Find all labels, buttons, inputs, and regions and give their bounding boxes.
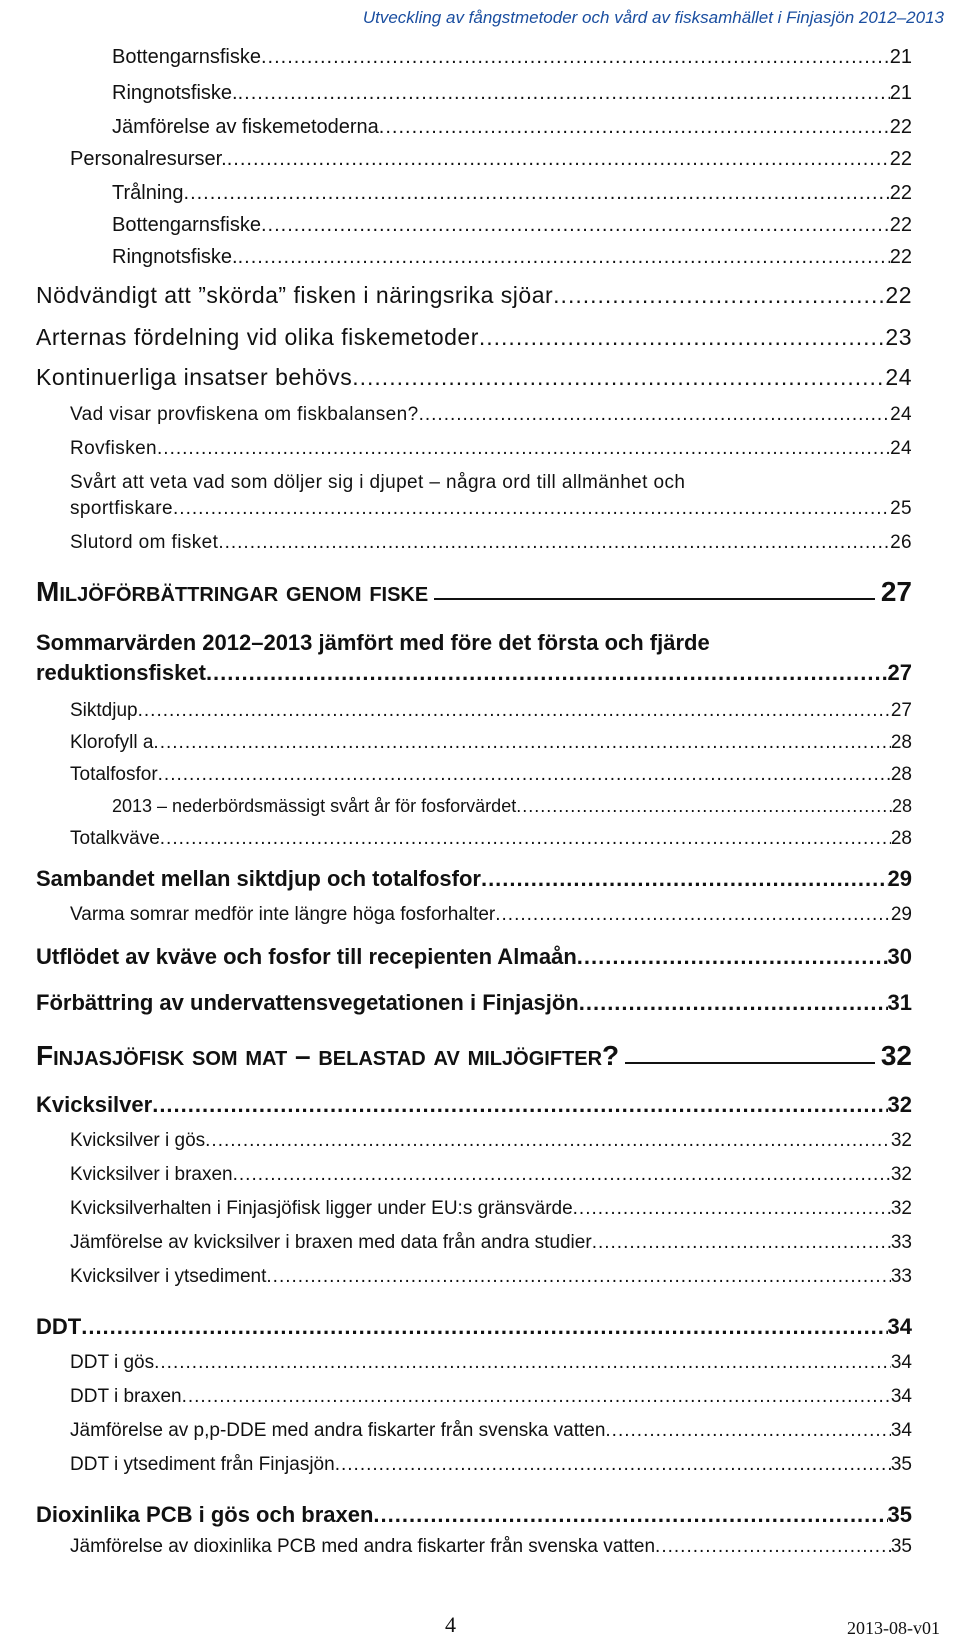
toc-entry-page: 33 <box>890 1266 912 1287</box>
toc-entry-title: Nödvändigt att ”skörda” fisken i näringsrika sjöar <box>36 282 554 308</box>
toc-entry-title: Arternas fördelning vid olika fiskemetoder <box>36 324 479 350</box>
toc-entry[interactable] <box>112 182 912 205</box>
toc-entry-title: Kontinuerliga insatser behövs <box>36 364 353 390</box>
toc-chapter-title: Finjasjöfisk som mat – belastad av miljögifter? <box>36 1040 620 1071</box>
toc-entry-title: Kvicksilver <box>36 1092 153 1117</box>
toc-entry-title: Jämförelse av p,p-DDE med andra fiskarter från svenska vatten <box>70 1420 606 1441</box>
toc-entry-title: Kvicksilver i ytsediment <box>70 1266 267 1287</box>
toc-entry-page: 21 <box>889 46 912 68</box>
toc-entry[interactable] <box>112 246 912 269</box>
toc-entry[interactable] <box>36 866 912 892</box>
toc-chapter-title: Miljöförbättringar genom fiske <box>36 576 429 607</box>
toc-entry-page: 32 <box>890 1164 912 1185</box>
toc-entry-title: Jämförelse av kvicksilver i braxen med data från andra studier <box>70 1232 592 1253</box>
toc-entry[interactable] <box>36 364 912 391</box>
toc-entry-title: Bottengarnsfiske <box>112 214 261 236</box>
toc-entry-page: 34 <box>887 1314 912 1339</box>
toc-entry[interactable] <box>36 282 912 309</box>
toc-entry-title: Utflödet av kväve och fosfor till recepienten Almaån <box>36 944 577 969</box>
toc-entry-title: DDT <box>36 1314 82 1339</box>
toc-entry[interactable] <box>70 1130 912 1152</box>
toc-entry-title: Varma somrar medför inte längre höga fosforhalter <box>70 904 496 925</box>
toc-entry-title: Ringnotsfiske. <box>112 246 238 268</box>
toc-entry-page: 24 <box>885 364 912 390</box>
toc-entry-title: Vad visar provfiskena om fiskbalansen? <box>70 404 419 425</box>
running-header: Utveckling av fångstmetoder och vård av fisksamhället i Finjasjön 2012–2013 <box>362 8 944 27</box>
toc-entry[interactable] <box>70 532 912 554</box>
toc-entry-page: 25 <box>890 498 912 519</box>
toc-chapter-page: 32 <box>880 1040 912 1071</box>
toc-entry-page: 22 <box>889 148 912 170</box>
toc-entry-title: Totalkväve <box>70 828 160 849</box>
toc-entry[interactable] <box>70 438 912 460</box>
toc-entry-page: 28 <box>890 764 912 785</box>
toc-entry-title: Sommarvärden 2012–2013 jämfört med före det första och fjärde <box>36 630 710 655</box>
toc-entry-page: 22 <box>889 182 912 204</box>
toc-entry-page: 23 <box>885 324 912 350</box>
toc-entry-title: Siktdjup <box>70 700 138 721</box>
toc-entry[interactable] <box>112 116 912 139</box>
toc-entry-page: 22 <box>885 282 912 308</box>
toc-entry-page: 30 <box>887 944 912 969</box>
toc-entry[interactable] <box>36 990 912 1016</box>
toc-entry[interactable] <box>112 46 912 69</box>
toc-entry-page: 34 <box>890 1352 912 1373</box>
toc-entry-page: 28 <box>890 828 912 849</box>
toc-entry-title: DDT i braxen <box>70 1386 182 1407</box>
toc-entry[interactable] <box>112 796 912 817</box>
toc-entry-title: Rovfisken <box>70 438 158 459</box>
toc-entry-page: 28 <box>891 796 912 816</box>
toc-entry-page: 33 <box>890 1232 912 1253</box>
toc-entry-page: 28 <box>890 732 912 753</box>
toc-entry-page: 35 <box>887 1502 912 1527</box>
toc-entry-page: 21 <box>889 82 912 104</box>
toc-entry-title: Klorofyll a <box>70 732 154 753</box>
toc-entry-page: 24 <box>890 404 912 425</box>
toc-entry-title: Trålning <box>112 182 184 204</box>
toc-entry-page: 32 <box>887 1092 912 1117</box>
toc-entry[interactable] <box>70 732 912 754</box>
toc-entry[interactable] <box>70 828 912 850</box>
toc-entry-title: DDT i gös <box>70 1352 155 1373</box>
toc-entry-page: 34 <box>890 1420 912 1441</box>
toc-entry[interactable] <box>36 1092 912 1118</box>
toc-entry[interactable] <box>36 324 912 351</box>
toc-entry-title: sportfiskare <box>70 498 174 519</box>
toc-entry-page: 29 <box>887 866 912 891</box>
toc-entry[interactable] <box>70 1352 912 1374</box>
toc-entry[interactable] <box>70 148 912 171</box>
toc-entry-page: 22 <box>889 214 912 236</box>
toc-entry[interactable] <box>70 404 912 426</box>
toc-entry-page: 26 <box>890 532 912 553</box>
toc-entry[interactable] <box>112 82 912 105</box>
page-number: 4 <box>445 1612 456 1637</box>
toc-entry[interactable] <box>70 1198 912 1220</box>
toc-entry[interactable] <box>70 764 912 786</box>
toc-entry-page: 32 <box>890 1198 912 1219</box>
toc-entry[interactable] <box>70 1232 912 1254</box>
toc-entry-page: 22 <box>889 116 912 138</box>
toc-entry[interactable] <box>36 630 912 656</box>
toc-entry[interactable] <box>36 944 912 970</box>
toc-entry[interactable] <box>70 1386 912 1408</box>
toc-entry-page: 32 <box>890 1130 912 1151</box>
toc-entry-page: 27 <box>887 660 912 685</box>
toc-entry[interactable] <box>70 1164 912 1186</box>
toc-entry[interactable] <box>70 1536 912 1558</box>
toc-entry-title: Kvicksilver i braxen <box>70 1164 233 1185</box>
toc-entry[interactable] <box>70 904 912 926</box>
toc-entry-title: Slutord om fisket <box>70 532 219 553</box>
toc-entry-title: Kvicksilver i gös <box>70 1130 206 1151</box>
toc-entry-title: Förbättring av undervattensvegetationen i Finjasjön <box>36 990 579 1015</box>
toc-entry-page: 34 <box>890 1386 912 1407</box>
toc-entry[interactable] <box>70 1454 912 1476</box>
toc-entry-title: Bottengarnsfiske <box>112 46 261 68</box>
toc-entry-page: 29 <box>890 904 912 925</box>
toc-entry[interactable] <box>70 1420 912 1442</box>
toc-entry-title: Totalfosfor <box>70 764 158 785</box>
toc-entry[interactable] <box>70 472 912 494</box>
toc-entry[interactable] <box>70 498 912 520</box>
toc-chapter[interactable] <box>36 1040 912 1072</box>
toc-entry[interactable] <box>36 1314 912 1340</box>
toc-entry[interactable] <box>70 700 912 722</box>
toc-chapter[interactable] <box>36 576 912 608</box>
toc-entry-title: Svårt att veta vad som döljer sig i djupet – några ord till allmänhet och <box>70 472 686 493</box>
toc-entry-page: 27 <box>890 700 912 721</box>
toc-entry[interactable] <box>112 214 912 237</box>
toc-entry-page: 31 <box>887 990 912 1015</box>
toc-chapter-page: 27 <box>880 576 912 607</box>
toc-entry[interactable] <box>36 660 912 686</box>
toc-entry-title: Sambandet mellan siktdjup och totalfosfor <box>36 866 481 891</box>
toc-entry-page: 35 <box>890 1536 912 1557</box>
toc-entry-title: Jämförelse av fiskemetoderna <box>112 116 379 138</box>
toc-entry-title: reduktionsfisket <box>36 660 206 685</box>
toc-entry-title: 2013 – nederbördsmässigt svårt år för fosforvärdet <box>112 796 517 816</box>
document-version: 2013-08-v01 <box>847 1618 940 1638</box>
toc-entry-title: Personalresurser. <box>70 148 227 170</box>
toc-entry-page: 35 <box>890 1454 912 1475</box>
toc-entry[interactable] <box>36 1502 912 1528</box>
toc-entry-title: Jämförelse av dioxinlika PCB med andra fiskarter från svenska vatten <box>70 1536 656 1557</box>
toc-entry-page: 24 <box>890 438 912 459</box>
toc-entry-title: Ringnotsfiske. <box>112 82 238 104</box>
toc-entry-title: Dioxinlika PCB i gös och braxen <box>36 1502 374 1527</box>
toc-entry-page: 22 <box>889 246 912 268</box>
toc-entry-title: DDT i ytsediment från Finjasjön <box>70 1454 335 1475</box>
toc-entry-title: Kvicksilverhalten i Finjasjöfisk ligger under EU:s gränsvärde <box>70 1198 573 1219</box>
toc-entry[interactable] <box>70 1266 912 1288</box>
